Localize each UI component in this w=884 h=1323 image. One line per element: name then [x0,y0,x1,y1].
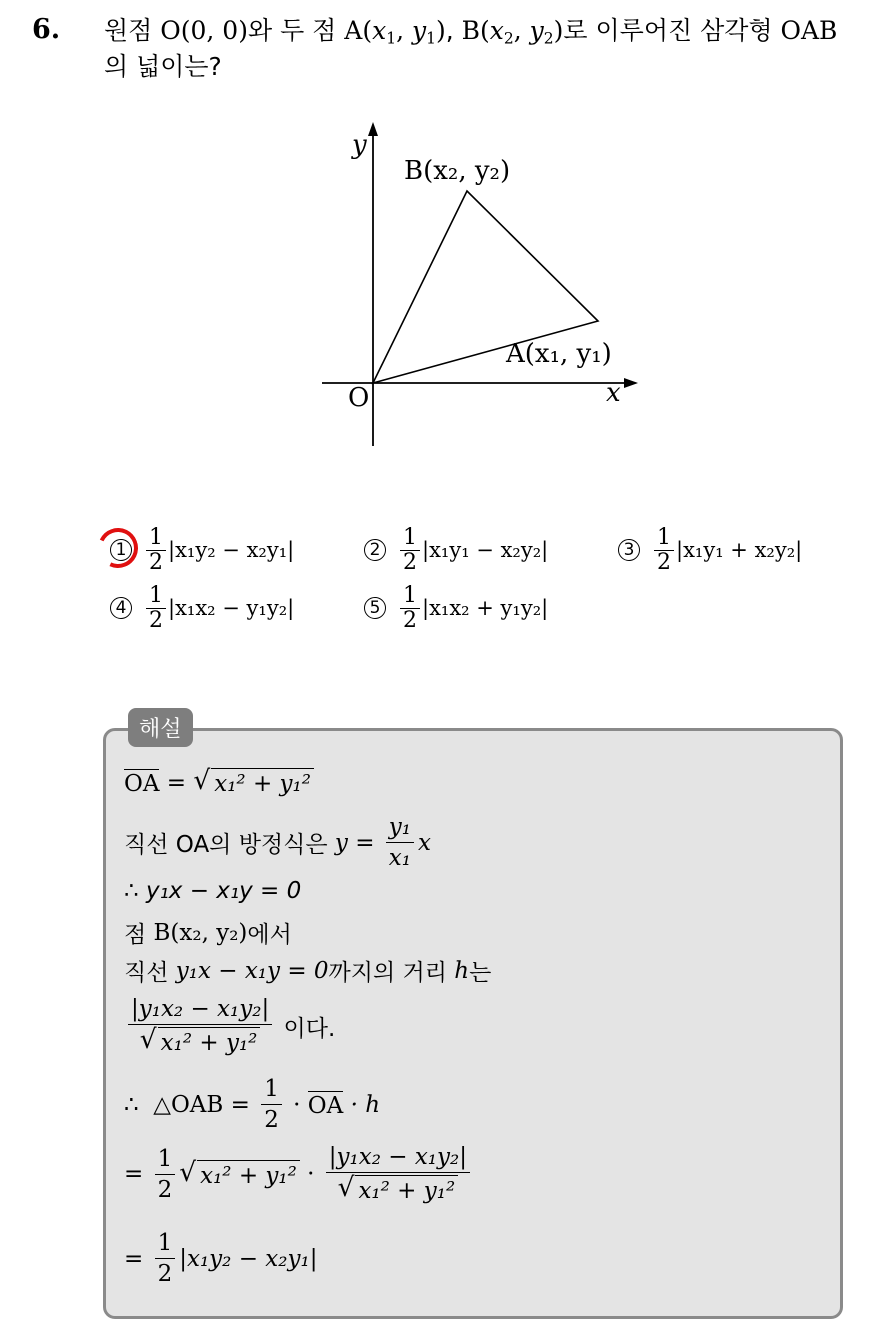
choice-1[interactable] [110,520,294,580]
dot-h: · h [343,1091,381,1118]
choice-5[interactable] [364,578,548,638]
solution-line-8 [124,1144,474,1204]
choice-fraction: $\frac{1}{2}$ [146,584,166,633]
choice-fraction: $\frac{1}{2}$ [400,526,420,575]
choice-number: 2 [364,539,386,561]
solution-text: 점 [124,922,154,948]
solution-text: 는 [469,960,492,986]
triangle-name: OAB [780,16,838,45]
half-fraction: $\frac{1}{2}$ [261,1076,282,1133]
point-B-label: B(x₂, y₂) [404,156,511,186]
sqrt-expression: √ x₁² + y₁² [193,768,314,797]
distance-h: h [454,957,470,984]
question-text: 로 이루어진 삼각형 [563,16,781,45]
equals-sign: = [159,769,194,796]
distance-fraction: |y₁x₂ − x₁y₂| √ x₁² + y₁² [128,996,272,1056]
question-line-2: 의 넓이는? [104,52,222,81]
line-equation: y₁x − x₁y = 0 [175,957,329,984]
slope-fraction: $\frac{\text{y₁}}{\text{x₁}}$ [386,814,414,871]
y-axis-label: y [352,130,367,160]
y-axis-arrow [368,122,378,136]
x-axis-label: x [606,378,621,408]
choice-fraction: $\frac{1}{2}$ [146,526,166,575]
solution-line-4 [124,916,292,949]
question-line-1: 원점 O(0, 0)와 두 점 $A(x_1$, $y_1$), $B(x_2$, $y_2$)로 이루어진 삼각형 OAB [104,16,838,48]
question-number: 6. [32,14,61,45]
point-A-label: A(x₁, y₁) [506,339,612,369]
question-text: 원점 [104,16,161,45]
solution-text: 까지의 거리 [328,960,455,986]
choice-4[interactable] [110,578,294,638]
choice-expression: |x₁y₂ − x₂y₁| [168,538,295,562]
solution-badge: 해설 [128,708,193,747]
choice-3[interactable] [618,520,802,580]
choice-expression: |x₁x₂ − y₁y₂| [168,596,295,620]
solution-line-1 [124,765,314,797]
question-text: 와 두 점 [247,16,345,45]
choice-number: 3 [618,539,640,561]
x-axis-arrow [624,378,638,388]
area-label: ∴ △OAB = [124,1091,258,1118]
choice-expression: |x₁x₂ + y₁y₂| [422,596,549,620]
choice-number: 5 [364,597,386,619]
math-var: x [418,829,431,856]
point-B: $B(x_2$, $y_2$) [461,16,564,48]
choice-fraction: $\frac{1}{2}$ [654,526,674,575]
solution-line-3: ∴ y₁x − x₁y = 0 [124,878,302,904]
solution-line-5 [124,954,491,987]
dot-operator: · [299,1161,322,1187]
final-answer: |x₁y₂ − x₂y₁| [179,1245,318,1272]
point-A: $A(x_1$, $y_1$) [344,16,446,48]
solution-line-9 [124,1230,317,1287]
solution-text: 직선 [124,960,176,986]
solution-text: 에서 [247,922,292,948]
origin-point: O(0, 0) [160,16,248,45]
triangle-figure [300,110,660,455]
dot-operator: · [285,1091,308,1118]
segment-OA: OA [307,1092,344,1119]
choice-number: 1 [110,539,132,561]
half-fraction: $\frac{1}{2}$ [155,1146,176,1203]
point-B-ref: B(x₂, y₂) [153,919,248,946]
half-fraction: $\frac{1}{2}$ [155,1230,176,1287]
solution-text: 이다. [276,1015,336,1042]
choice-number: 4 [110,597,132,619]
sqrt-expression: √ x₁² + y₁² [179,1160,300,1189]
choice-expression: |x₁y₁ − x₂y₂| [422,538,549,562]
origin-label: O [348,383,370,413]
math-lhs: y = [334,829,382,856]
choice-expression: |x₁y₁ + x₂y₂| [676,538,803,562]
choice-2[interactable] [364,520,548,580]
distance-fraction: |y₁x₂ − x₁y₂| √ x₁² + y₁² [326,1144,470,1204]
solution-text: 직선 OA의 방정식은 [124,832,335,858]
solution-line-2 [124,814,431,871]
equals-sign: = [124,1161,151,1187]
segment-OA: OA [124,770,160,797]
equals-sign: = [124,1245,151,1272]
solution-line-7 [124,1076,380,1133]
choice-fraction: $\frac{1}{2}$ [400,584,420,633]
solution-line-6 [124,996,335,1056]
selected-answer-mark [92,522,143,573]
